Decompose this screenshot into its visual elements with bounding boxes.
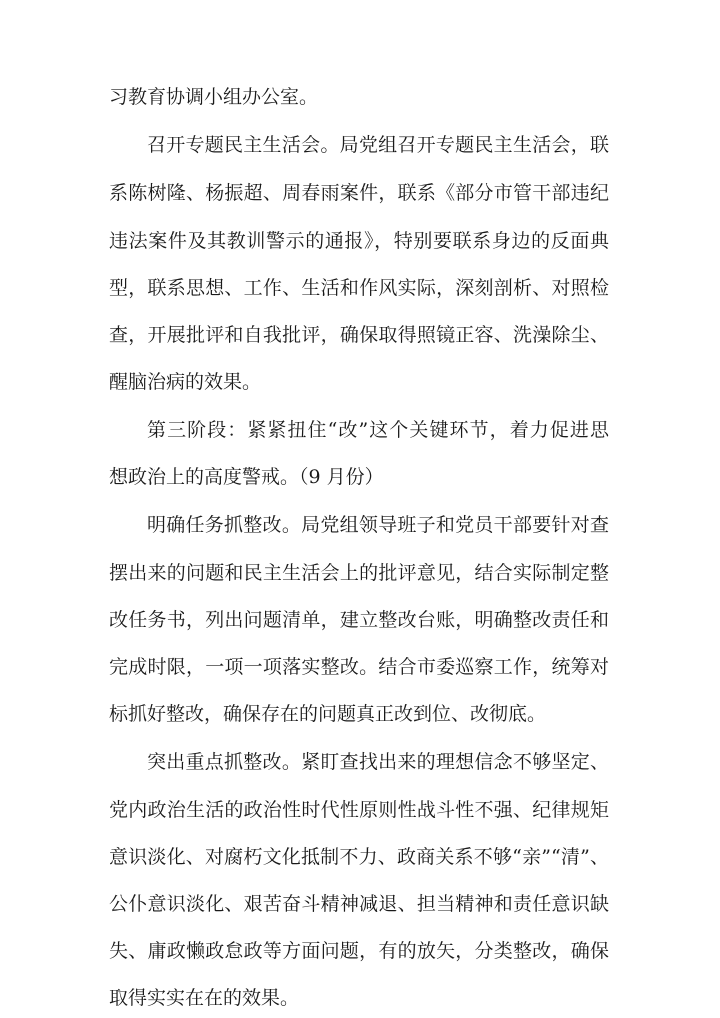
text-line: 标抓好整改，确保存在的问题真正改到位、改彻底。	[109, 703, 547, 725]
text-line: 取得实实在在的效果。	[109, 987, 300, 1009]
text-line: 醒脑治病的效果。	[109, 371, 262, 393]
text-line: 系陈树隆、杨振超、周春雨案件，联系《部分市管干部违纪	[109, 182, 609, 204]
text-line: 公仆意识淡化、艰苦奋斗精神减退、担当精神和责任意识缺	[109, 893, 609, 915]
text-line: 完成时限，一项一项落实整改。结合市委巡察工作，统筹对	[109, 656, 609, 678]
text-line: 党内政治生活的政治性时代性原则性战斗性不强、纪律规矩	[109, 799, 609, 821]
text-line: 违法案件及其教训警示的通报》，特别要联系身边的反面典	[109, 230, 609, 252]
paragraph-first-line: 召开专题民主生活会。局党组召开专题民主生活会，联	[147, 134, 609, 156]
text-line: 失、庸政懒政怠政等方面问题，有的放矢，分类整改，确保	[109, 940, 609, 962]
text-line: 型，联系思想、工作、生活和作风实际，深刻剖析、对照检	[109, 277, 609, 299]
text-line: 习教育协调小组办公室。	[109, 86, 319, 108]
paragraph-first-line: 突出重点抓整改。紧盯查找出来的理想信念不够坚定、	[147, 751, 609, 773]
text-line: 改任务书，列出问题清单，建立整改台账，明确整改责任和	[109, 609, 609, 631]
text-line: 意识淡化、对腐朽文化抵制不力、政商关系不够“亲”“清”、	[109, 846, 609, 868]
text-line: 想政治上的高度警戒。（9 月份）	[109, 466, 384, 488]
text-line: 摆出来的问题和民主生活会上的批评意见，结合实际制定整	[109, 562, 609, 584]
paragraph-first-line: 第三阶段：紧紧扭住“改”这个关键环节，着力促进思	[147, 419, 609, 441]
paragraph-first-line: 明确任务抓整改。局党组领导班子和党员干部要针对查	[147, 514, 609, 536]
text-line: 查，开展批评和自我批评，确保取得照镜正容、洗澡除尘、	[109, 324, 609, 346]
